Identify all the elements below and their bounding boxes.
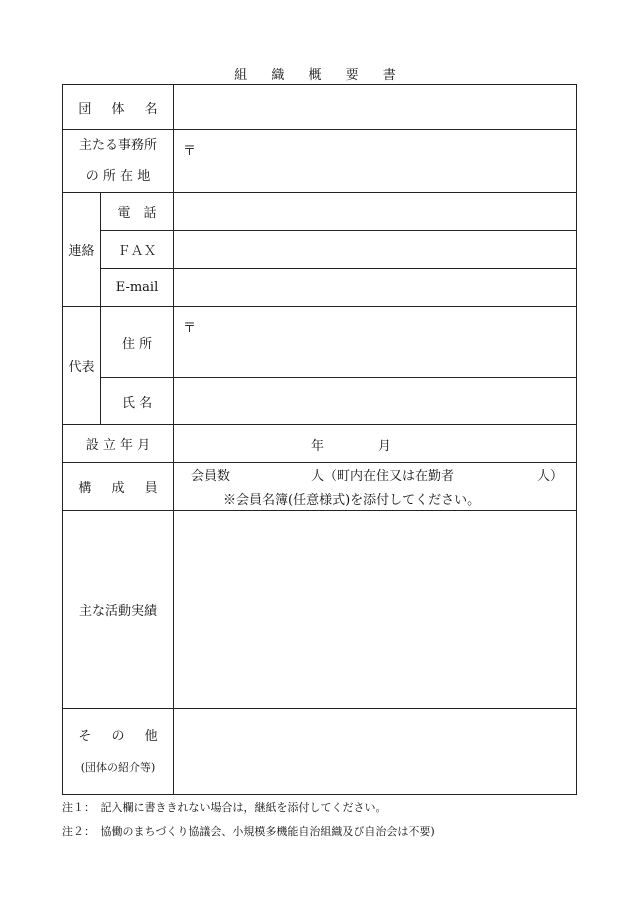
row-email	[63, 269, 577, 307]
activities-label: 主な活動実績	[63, 511, 174, 709]
document-title: 組 織 概 要 書	[234, 68, 406, 83]
member-person-close: 人）	[537, 469, 564, 484]
member-person-text: 人（町内在住又は在勤者	[311, 469, 455, 484]
postal-mark: 〒	[183, 321, 197, 336]
member-roster-note: ※会員名簿(任意様式)を添付してください。	[223, 493, 481, 508]
row-members	[63, 463, 577, 511]
row-office-address	[63, 130, 577, 193]
footnotes	[62, 796, 435, 844]
row-phone	[63, 193, 577, 231]
fax-label: ＦＡＸ	[101, 231, 174, 269]
postal-mark: 〒	[183, 144, 197, 159]
footnote-2: 注２： 協働のまちづくり協議会、小規模多機能自治組織及び自治会は不要)	[62, 825, 435, 838]
contact-label: 連絡	[63, 193, 101, 307]
footnote-1: 注１： 記入欄に書ききれない場合は，継紙を添付してください。	[62, 801, 387, 814]
activities-field[interactable]	[174, 511, 577, 709]
other-label: そ の 他 (団体の紹介等)	[63, 709, 174, 795]
rep-address-label: 住 所	[101, 307, 174, 378]
office-address-field[interactable]	[174, 130, 577, 193]
fax-field[interactable]	[174, 231, 577, 269]
row-org-name	[63, 85, 577, 130]
row-rep-name	[63, 378, 577, 425]
other-field[interactable]	[174, 709, 577, 795]
established-field[interactable]	[174, 425, 577, 463]
email-field[interactable]	[174, 269, 577, 307]
members-field[interactable]	[174, 463, 577, 511]
rep-name-label: 氏 名	[101, 378, 174, 425]
office-address-label: 主たる事務所 の 所 在 地	[63, 130, 174, 193]
row-fax	[63, 231, 577, 269]
org-summary-form	[62, 84, 577, 795]
established-label: 設 立 年 月	[63, 425, 174, 463]
email-label: E-mail	[101, 269, 174, 307]
phone-label: 電 話	[101, 193, 174, 231]
rep-address-field[interactable]	[174, 307, 577, 378]
representative-label: 代表	[63, 307, 101, 425]
org-name-field[interactable]	[174, 85, 577, 130]
org-name-label: 団 体 名	[63, 85, 174, 130]
members-label: 構 成 員	[63, 463, 174, 511]
member-count-label: 会員数	[191, 469, 231, 484]
row-other	[63, 709, 577, 795]
month-unit: 月	[378, 438, 392, 454]
year-unit: 年	[311, 438, 325, 454]
row-established	[63, 425, 577, 463]
phone-field[interactable]	[174, 193, 577, 231]
row-rep-address	[63, 307, 577, 378]
rep-name-field[interactable]	[174, 378, 577, 425]
row-activities	[63, 511, 577, 709]
